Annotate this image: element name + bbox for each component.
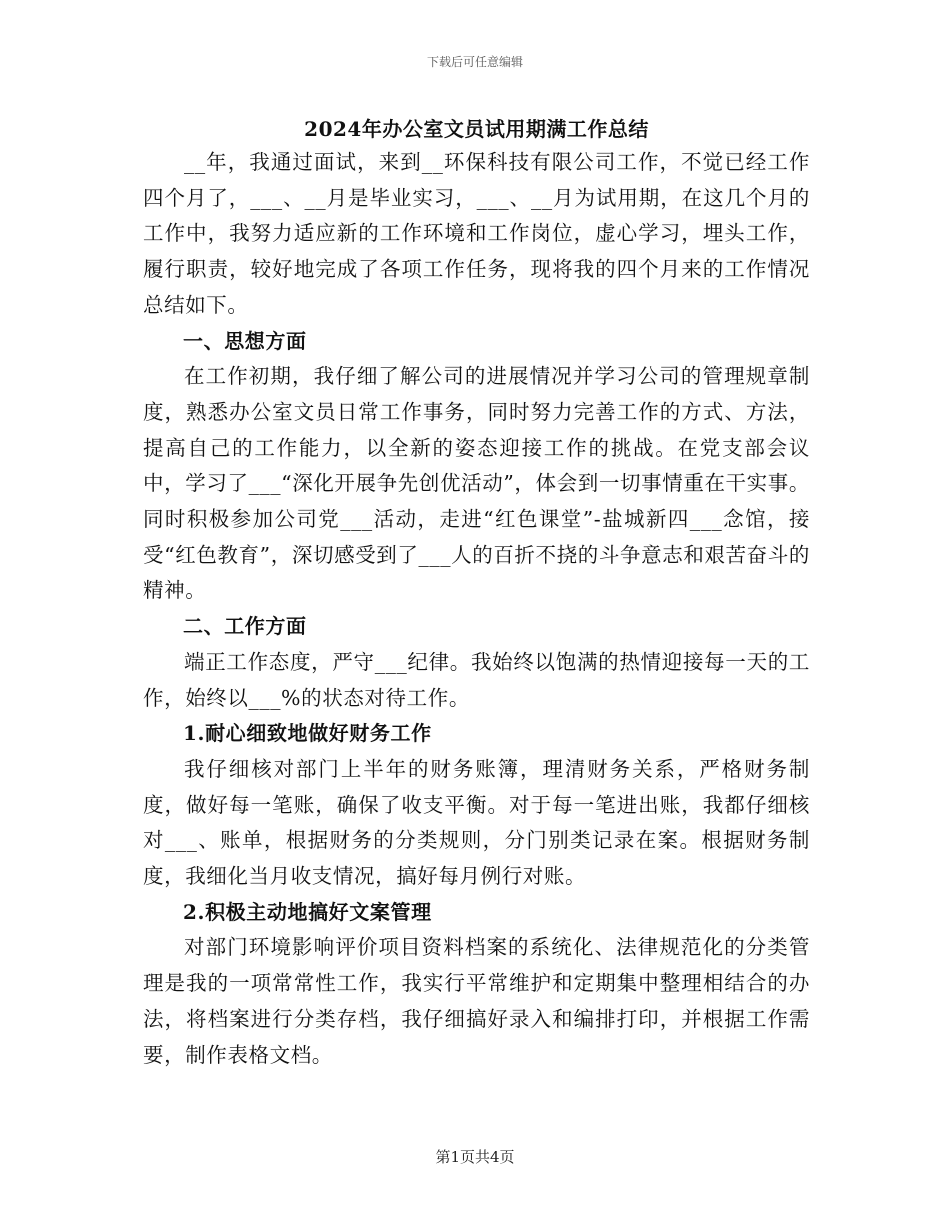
paragraph-finance: 我仔细核对部门上半年的财务账簿，理清财务关系，严格财务制度，做好每一笔账，确保了收支平衡。对于每一笔进出账，我都仔细核对___、账单，根据财务的分类规则，分门别类记录在案。根据财务制度，我细化当月收支情况，搞好每月例行对账。: [143, 756, 810, 889]
document-body: [143, 113, 810, 1073]
subsection-heading-archive: 2.积极主动地搞好文案管理: [183, 899, 432, 924]
subsection-heading-finance: 1.耐心细致地做好财务工作: [183, 721, 432, 746]
paragraph-intro: __年，我通过面试，来到__环保科技有限公司工作，不觉已经工作四个月了，___、__月是毕业实习，___、__月为试用期，在这几个月的工作中，我努力适应新的工作环境和工作岗位，虚心学习，埋头工作，履行职责，较好地完成了各项工作任务，现将我的四个月来的工作情况总结如下。: [143, 150, 810, 317]
document-title: 2024年办公室文员试用期满工作总结: [304, 117, 649, 141]
section-heading-thought: 一、思想方面: [183, 328, 307, 353]
page-number-footer: 第1页共4页: [435, 1148, 515, 1166]
paragraph-work: 端正工作态度，严守___纪律。我始终以饱满的热情迎接每一天的工作，始终以___%的状态对待工作。: [143, 649, 810, 710]
paragraph-archive: 对部门环境影响评价项目资料档案的系统化、法律规范化的分类管理是我的一项常常性工作，我实行平常维护和定期集中整理相结合的办法，将档案进行分类存档，我仔细搞好录入和编排打印，并根据工作需要，制作表格文档。: [143, 935, 810, 1067]
header-note: 下载后可任意编辑: [426, 55, 523, 69]
paragraph-thought: 在工作初期，我仔细了解公司的进展情况并学习公司的管理规章制度，熟悉办公室文员日常工作事务，同时努力完善工作的方式、方法，提高自己的工作能力，以全新的姿态迎接工作的挑战。在党支部会议中，学习了___“深化开展争先创优活动”，体会到一切事情重在干实事。同时积极参加公司党___活动，走进“红色课堂”-盐城新四___念馆，接受“红色教育”，深切感受到了___人的百折不挠的斗争意志和艰苦奋斗的精神。: [143, 364, 810, 603]
section-heading-work: 二、工作方面: [183, 614, 307, 639]
